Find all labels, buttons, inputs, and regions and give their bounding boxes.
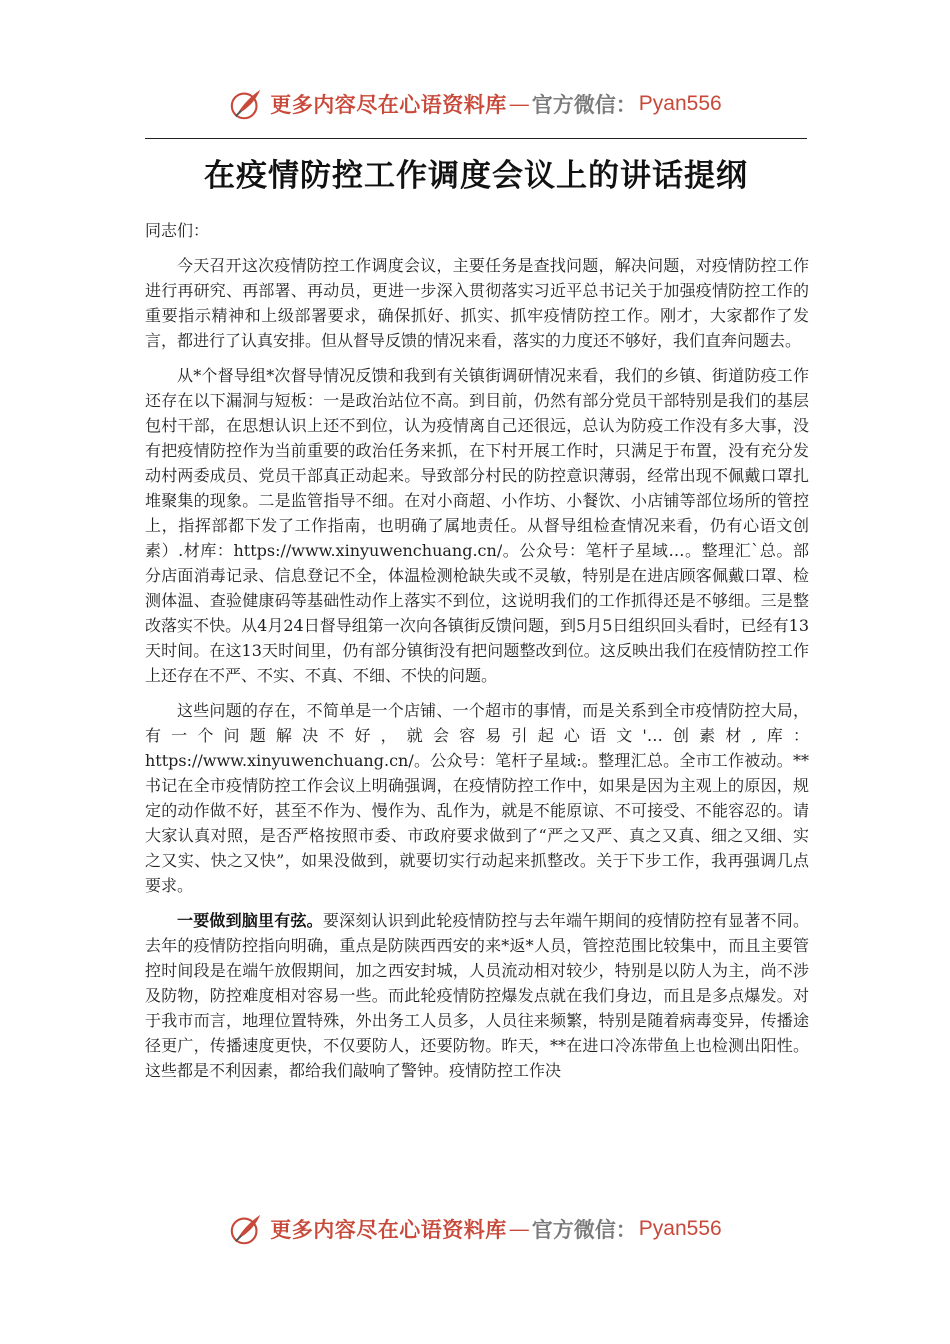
document-title: 在疫情防控工作调度会议上的讲话提纲 <box>204 158 748 194</box>
banner-official-label: 官方微信： <box>531 92 637 117</box>
footer-banner <box>0 1207 950 1251</box>
title-divider <box>145 138 807 139</box>
document-body <box>145 218 809 1093</box>
greeting: 同志们： <box>145 221 210 240</box>
paragraph-2: 从*个督导组*次督导情况反馈和我到有关镇街调研情况来看，我们的乡镇、街道防疫工作还存在以下漏洞与短板：一是政治站位不高。到目前，仍然有部分党员干部特别是我们的基层包村干部，在思想认识上还不到位，认为疫情离自己还很远，总认为防疫工作没有多大事，没有把疫情防控作为当前重要的政治任务来抓，在下村开展工作时，只满足于布置，没有充分发动村两委成员、党员干部真正动起来。导致部分村民的防控意识薄弱，经常出现不佩戴口罩扎堆聚集的现象。二是监管指导不细。在对小商超、小作坊、小餐饮、小店铺等部位场所的管控上，指挥部都下发了工作指南，也明确了属地责任。从督导组检查情况来看，仍有心语文创素）.材库：https://www.xinyuwenchuang.cn/。公众号：笔杆子星域…。整理汇`总。部分店面消毒记录、信息登记不全，体温检测枪缺失或不灵敏，特别是在进店顾客佩戴口罩、检测体温、查验健康码等基础性动作上落实不到位，这说明我们的工作抓得还是不够细。三是整改落实不快。从4月24日督导组第一次向各镇街反馈问题，到5月5日组织回头看时，已经有13天时间。在这13天时间里，仍有部分镇街没有把问题整改到位。这反映出我们在疫情防控工作上还存在不严、不实、不真、不细、不快的问题。 <box>145 366 809 685</box>
feather-pen-logo-icon <box>228 85 266 123</box>
header-banner <box>0 82 950 126</box>
banner-site-text: 更多内容尽在心语资料库 <box>270 1217 507 1242</box>
banner-separator: — <box>508 1217 530 1241</box>
paragraph-3: 这些问题的存在，不简单是一个店铺、一个超市的事情，而是关系到全市疫情防控大局，有一个问题解决不好，就会容易引起心语文'…创素材,库：https://www.xinyuwenchuang.cn/。公众号：笔杆子星域:。整理汇总。全市工作被动。**书记在全市疫情防控工作会议上明确强调，在疫情防控工作中，如果是因为主观上的原因，规定的动作做不好，甚至不作为、慢作为、乱作为，就是不能原谅、不可接受、不能容忍的。请大家认真对照，是否严格按照市委、市政府要求做到了“严之又严、真之又真、细之又细、实之又实、快之又快”，如果没做到，就要切实行动起来抓整改。关于下步工作，我再强调几点要求。 <box>145 701 809 895</box>
paragraph-4-lead: 一要做到脑里有弦。 <box>177 911 323 930</box>
paragraph-4-text: 要深刻认识到此轮疫情防控与去年端午期间的疫情防控有显著不同。去年的疫情防控指向明确，重点是防陕西西安的来*返*人员，管控范围比较集中，而且主要管控时间段是在端午放假期间，加之西安封城，人员流动相对较少，特别是以防人为主，尚不涉及防物，防控难度相对容易一些。而此轮疫情防控爆发点就在我们身边，而且是多点爆发。对于我市而言，地理位置特殊，外出务工人员多，人员往来频繁，特别是随着病毒变异，传播途径更广，传播速度更快，不仅要防人，还要防物。昨天，**在进口冷冻带鱼上也检测出阳性。这些都是不利因素，都给我们敲响了警钟。疫情防控工作决 <box>145 911 809 1080</box>
banner-official-label: 官方微信： <box>531 1217 637 1242</box>
feather-pen-logo-icon <box>228 1210 266 1248</box>
paragraph-4 <box>145 908 809 1083</box>
banner-site-text: 更多内容尽在心语资料库 <box>270 92 507 117</box>
paragraph-1: 今天召开这次疫情防控工作调度会议，主要任务是查找问题，解决问题，对疫情防控工作进行再研究、再部署、再动员，更进一步深入贯彻落实习近平总书记关于加强疫情防控工作的重要指示精神和上级部署要求，确保抓好、抓实、抓牢疫情防控工作。刚才，大家都作了发言，都进行了认真安排。但从督导反馈的情况来看，落实的力度还不够好，我们直奔问题去。 <box>145 256 809 350</box>
banner-wechat-id: Pyan556 <box>638 1217 722 1240</box>
banner-wechat-id: Pyan556 <box>638 92 722 115</box>
banner-separator: — <box>508 92 530 116</box>
